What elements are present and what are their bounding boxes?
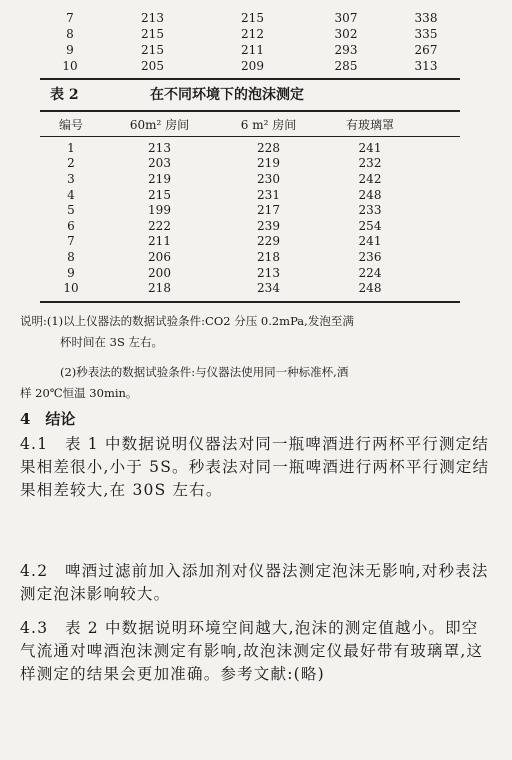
cell: 285 bbox=[334, 59, 358, 73]
cell: 313 bbox=[414, 59, 438, 73]
table-row bbox=[40, 171, 460, 187]
table2-bottom-rule bbox=[40, 301, 460, 303]
paragraph: 4.2 啤酒过滤前加入添加剂对仪器法测定泡沫无影响,对秒表法测定泡沫影响较大。 bbox=[20, 562, 489, 603]
cell: 3 bbox=[67, 171, 75, 186]
table-row bbox=[40, 156, 460, 172]
cell: 2 bbox=[67, 156, 75, 171]
cell: 229 bbox=[257, 234, 280, 249]
paragraph: 4.3 表 2 中数据说明环境空间越大,泡沫的测定值越小。即空气流通对啤酒泡沫测定有影响,故泡沫测定仪最好带有玻璃罩,这样测定的结果会更加准确。参考文献:(略) bbox=[20, 619, 484, 683]
cell: 7 bbox=[66, 11, 74, 25]
table-row bbox=[40, 58, 460, 74]
cell: 241 bbox=[358, 140, 382, 155]
column-header: 60m² 房间 bbox=[129, 118, 190, 132]
cell: 242 bbox=[358, 171, 382, 186]
cell: 10 bbox=[63, 281, 79, 296]
cell: 219 bbox=[257, 156, 280, 171]
cell: 215 bbox=[148, 187, 171, 202]
table1-tail bbox=[40, 0, 460, 74]
cell: 212 bbox=[241, 27, 264, 41]
cell: 8 bbox=[67, 249, 75, 264]
cell: 267 bbox=[414, 43, 438, 57]
cell: 215 bbox=[241, 11, 264, 25]
cell: 7 bbox=[67, 234, 75, 249]
note-line: 说明:(1)以上仪器法的数据试验条件:CO2 分压 0.2mPa,发泡至满 bbox=[20, 314, 354, 328]
cell: 209 bbox=[241, 59, 264, 73]
cell: 4 bbox=[67, 187, 75, 202]
cell: 1 bbox=[67, 140, 75, 155]
cell: 199 bbox=[148, 203, 171, 218]
note-line: 杯时间在 3S 左右。 bbox=[60, 335, 164, 349]
cell: 302 bbox=[334, 27, 358, 41]
table-row bbox=[40, 234, 460, 250]
table2-header-rule bbox=[40, 136, 460, 137]
table2-title: 在不同环境下的泡沫测定 bbox=[150, 87, 304, 103]
cell: 248 bbox=[358, 281, 382, 296]
cell: 218 bbox=[257, 249, 280, 264]
cell: 254 bbox=[358, 218, 382, 233]
note-line: 样 20℃恒温 30min。 bbox=[20, 386, 138, 400]
cell: 213 bbox=[148, 140, 171, 155]
cell: 228 bbox=[257, 140, 280, 155]
cell: 9 bbox=[67, 265, 75, 280]
cell: 232 bbox=[358, 156, 382, 171]
cell: 219 bbox=[148, 171, 171, 186]
table-row bbox=[40, 280, 460, 296]
table1-bottom-rule bbox=[40, 78, 460, 80]
cell: 215 bbox=[141, 43, 164, 57]
paragraph: 4.1 表 1 中数据说明仪器法对同一瓶啤酒进行两杯平行测定结果相差很小,小于 5S。秒表法对同一瓶啤酒进行两杯平行测定结果相差较大,在 30S 左右。 bbox=[20, 435, 490, 499]
table2-number: 表 2 bbox=[50, 87, 79, 103]
cell: 218 bbox=[148, 281, 171, 296]
table-row bbox=[40, 249, 460, 265]
cell: 293 bbox=[334, 43, 358, 57]
cell: 10 bbox=[62, 59, 78, 73]
cell: 307 bbox=[334, 11, 358, 25]
table2-top-rule bbox=[40, 110, 460, 112]
cell: 222 bbox=[148, 218, 171, 233]
cell: 5 bbox=[67, 203, 75, 218]
table2-header bbox=[40, 116, 460, 133]
cell: 200 bbox=[148, 265, 171, 280]
column-header: 编号 bbox=[58, 118, 83, 132]
cell: 241 bbox=[358, 234, 382, 249]
cell: 213 bbox=[141, 11, 164, 25]
cell: 224 bbox=[358, 265, 382, 280]
cell: 8 bbox=[66, 27, 74, 41]
cell: 248 bbox=[358, 187, 382, 202]
note-line: (2)秒表法的数据试验条件:与仪器法使用同一种标准杯,酒 bbox=[60, 365, 349, 379]
table-row bbox=[40, 140, 460, 156]
column-header: 有玻璃罩 bbox=[345, 118, 394, 132]
table-row bbox=[40, 26, 460, 42]
cell: 6 bbox=[67, 218, 75, 233]
cell: 205 bbox=[141, 59, 164, 73]
cell: 338 bbox=[414, 11, 438, 25]
table-row bbox=[40, 10, 460, 26]
table-row-cutoff bbox=[40, 0, 460, 10]
cell: 213 bbox=[257, 265, 280, 280]
cell: 234 bbox=[257, 281, 280, 296]
table-row bbox=[40, 265, 460, 281]
cell: 335 bbox=[414, 27, 438, 41]
cell: 217 bbox=[257, 203, 280, 218]
table2-body bbox=[40, 140, 460, 296]
section-heading: 4 结论 bbox=[20, 410, 76, 428]
cell: 239 bbox=[257, 218, 280, 233]
cell: 236 bbox=[358, 249, 382, 264]
cell: 230 bbox=[257, 171, 280, 186]
cell: 215 bbox=[141, 27, 164, 41]
cell: 203 bbox=[148, 156, 171, 171]
cell: 206 bbox=[148, 249, 171, 264]
cell: 211 bbox=[148, 234, 171, 249]
table-row bbox=[40, 187, 460, 203]
table-row bbox=[40, 218, 460, 234]
cell: 211 bbox=[241, 43, 264, 57]
cell: 231 bbox=[257, 187, 280, 202]
column-header: 6 m² 房间 bbox=[240, 118, 297, 132]
cell: 233 bbox=[358, 203, 382, 218]
table-row bbox=[40, 202, 460, 218]
cell: 9 bbox=[66, 43, 74, 57]
table-row bbox=[40, 42, 460, 58]
